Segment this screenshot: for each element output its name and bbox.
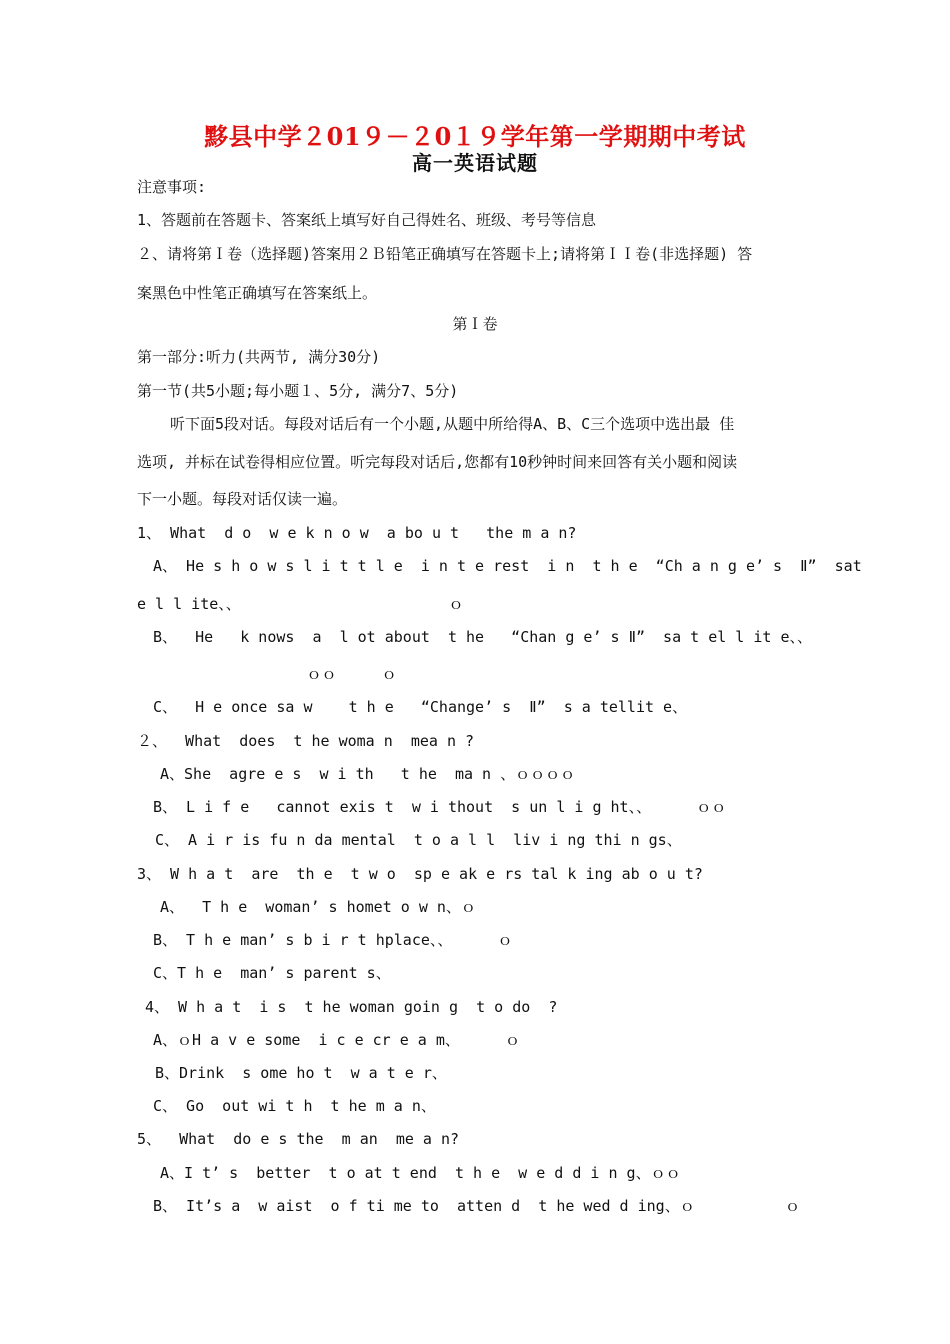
question-1-option-c: C、 H e once sa w t h e “Change’ s Ⅱ” s a tellit e、 — [153, 698, 688, 716]
question-4: 4、 W h a t i s t he woman goin g t o do ? — [145, 998, 558, 1016]
notes-item-1: 1、答题前在答题卡、答案纸上填写好自己得姓名、班级、考号等信息 — [137, 211, 597, 229]
question-1-option-a-cont: e l l ite、、 ｏ — [137, 595, 464, 613]
exam-subtitle: 高一英语试题 — [412, 151, 538, 175]
question-1-option-a: A、 He s h o w s l i t t l e i n t e rest i n t h e “Ch a n g e’ s Ⅱ” sat — [153, 557, 862, 575]
notes-item-2-line-2: 案黑色中性笔正确填写在答案纸上。 — [137, 284, 378, 302]
volume-heading: 第Ｉ卷 — [452, 315, 498, 333]
instructions-line-1: 听下面5段对话。每段对话后有一个小题,从题中所给得A、B、C三个选项中选出最 佳 — [170, 415, 735, 433]
question-4-option-a: A、ｏH a v e some i c e cr e a m、 ｏ — [153, 1031, 521, 1049]
instructions-line-3: 下一小题。每段对话仅读一遍。 — [137, 490, 348, 508]
question-2-option-b: B、 L i f e cannot exis t w i thout s un l i g ht、、 ｏｏ — [153, 798, 727, 816]
notes-item-2-line-1: ２、请将第Ｉ卷（选择题)答案用２Ｂ铅笔正确填写在答题卡上;请将第ＩＩ卷(非选择题) 答 — [137, 245, 753, 263]
question-5-option-a: A、I t’ s better t o at t end t h e w e d d i n g、ｏｏ — [160, 1164, 681, 1182]
exam-title: 黟县中学２01９－２0１９学年第一学期期中考试 — [204, 122, 746, 151]
section-1-heading: 第一节(共5小题;每小题１、5分, 满分7、5分) — [137, 382, 459, 400]
question-3: 3、 W h a t are th e t w o sp e ak e rs tal k ing ab o u t? — [137, 865, 703, 883]
question-5: 5、 What do e s the m an me a n? — [137, 1130, 460, 1148]
question-2-option-c: C、 A i r is fu n da mental t o a l l liv i ng thi n gs、 — [155, 831, 682, 849]
question-4-option-c: C、 Go out wi t h t he m a n、 — [153, 1097, 436, 1115]
question-3-option-a: A、 T h e woman’ s homet o w n、ｏ — [160, 898, 476, 916]
part-1-heading: 第一部分:听力(共两节, 满分30分) — [137, 348, 381, 366]
question-3-option-c: C、T h e man’ s parent s、 — [153, 964, 391, 982]
question-2: ２、 What does t he woma n mea n ? — [137, 732, 475, 750]
question-1-option-b: B、 He k nows a l ot about t he “Chan g e’ s Ⅱ” sa t el l it e、、 — [153, 628, 812, 646]
notes-heading: 注意事项: — [137, 178, 207, 196]
instructions-line-2: 选项, 并标在试卷得相应位置。听完每段对话后,您都有10秒钟时间来回答有关小题和阅读 — [137, 453, 738, 471]
question-1-option-b-cont: ｏｏ ｏ — [153, 665, 397, 683]
question-4-option-b: B、Drink s ome ho t w a t e r、 — [155, 1064, 447, 1082]
question-3-option-b: B、 T h e man’ s b i r t hplace、、 ｏ — [153, 931, 513, 949]
question-2-option-a: A、She agre e s w i th t he ma n 、ｏｏｏｏ — [160, 765, 576, 783]
question-1: 1、 What d o w e k n o w a bo u t the m a n? — [137, 524, 577, 542]
question-5-option-b: B、 It’s a w aist o f ti me to atten d t he wed d ing、ｏ ｏ — [153, 1197, 800, 1215]
